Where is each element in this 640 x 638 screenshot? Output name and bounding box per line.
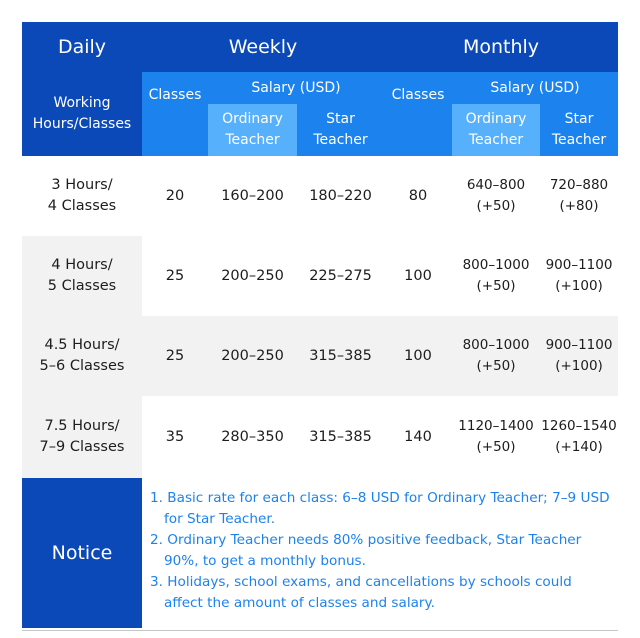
row-1-monthly-ordinary: 640–800 (+50) (452, 156, 540, 236)
notice-item-2: 2. Ordinary Teacher needs 80% positive feedback, Star Teacher 90%, to get a monthly bonus. (150, 532, 582, 569)
row-4-weekly-classes: 35 (142, 396, 208, 478)
header-working-hours: Working Hours/Classes (22, 72, 142, 156)
row-3-monthly-star: 900–1100 (+100) (540, 316, 618, 396)
row-1-weekly-ordinary: 160–200 (208, 156, 297, 236)
row-2-weekly-ordinary: 200–250 (208, 236, 297, 316)
header-monthly: Monthly (384, 22, 618, 72)
row-2-monthly-star: 900–1100 (+100) (540, 236, 618, 316)
header-weekly-ordinary: Ordinary Teacher (208, 104, 297, 156)
notice-title: Notice (22, 478, 142, 628)
row-4-weekly-ordinary: 280–350 (208, 396, 297, 478)
row-3-weekly-ordinary: 200–250 (208, 316, 297, 396)
row-1-weekly-classes: 20 (142, 156, 208, 236)
row-1-monthly-star: 720–880 (+80) (540, 156, 618, 236)
row-3-weekly-classes: 25 (142, 316, 208, 396)
row-3-hours: 4.5 Hours/ 5–6 Classes (22, 316, 142, 396)
header-monthly-classes: Classes (384, 72, 452, 156)
row-2-weekly-star: 225–275 (297, 236, 384, 316)
notice-list (150, 488, 610, 614)
header-weekly: Weekly (142, 22, 384, 72)
row-2-weekly-classes: 25 (142, 236, 208, 316)
header-weekly-classes: Classes (142, 72, 208, 156)
row-4-monthly-ordinary: 1120–1400 (+50) (452, 396, 540, 478)
header-daily: Daily (22, 22, 142, 72)
notice-body (142, 478, 618, 628)
row-2-hours: 4 Hours/ 5 Classes (22, 236, 142, 316)
row-1-hours: 3 Hours/ 4 Classes (22, 156, 142, 236)
header-monthly-star: Star Teacher (540, 104, 618, 156)
bottom-divider (22, 630, 618, 631)
row-4-weekly-star: 315–385 (297, 396, 384, 478)
row-3-monthly-ordinary: 800–1000 (+50) (452, 316, 540, 396)
row-4-monthly-classes: 140 (384, 396, 452, 478)
salary-table (22, 22, 618, 628)
row-1-monthly-classes: 80 (384, 156, 452, 236)
header-monthly-salary: Salary (USD) (452, 72, 618, 104)
row-2-monthly-classes: 100 (384, 236, 452, 316)
header-weekly-star: Star Teacher (297, 104, 384, 156)
row-3-monthly-classes: 100 (384, 316, 452, 396)
row-4-hours: 7.5 Hours/ 7–9 Classes (22, 396, 142, 478)
notice-item-3: 3. Holidays, school exams, and cancellations by schools could affect the amount of classes and salary. (150, 574, 572, 611)
row-2-monthly-ordinary: 800–1000 (+50) (452, 236, 540, 316)
header-monthly-ordinary: Ordinary Teacher (452, 104, 540, 156)
row-3-weekly-star: 315–385 (297, 316, 384, 396)
row-1-weekly-star: 180–220 (297, 156, 384, 236)
header-weekly-salary: Salary (USD) (208, 72, 384, 104)
notice-item-1: 1. Basic rate for each class: 6–8 USD for Ordinary Teacher; 7–9 USD for Star Teacher. (150, 490, 610, 527)
row-4-monthly-star: 1260–1540 (+140) (540, 396, 618, 478)
